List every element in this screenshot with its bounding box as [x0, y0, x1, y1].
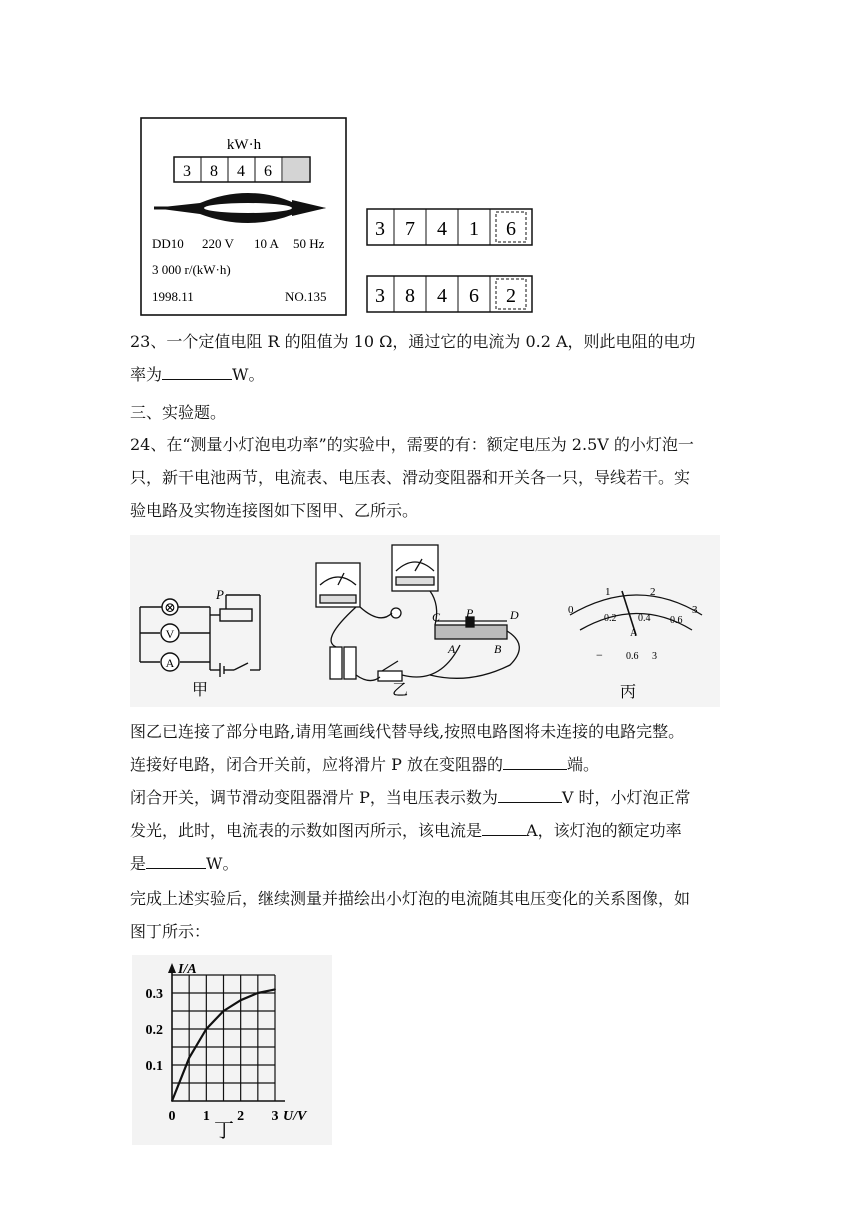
reading-first: [366, 207, 534, 247]
meter-current: 10 A: [254, 236, 279, 251]
section-heading: 三、实验题。: [130, 403, 227, 422]
q24-p7: 图丁所示：: [130, 922, 211, 941]
q24-voltage-blank[interactable]: [498, 784, 562, 803]
gauge-outer-3: 3: [692, 604, 698, 616]
q24-p3-prefix: 闭合开关，调节滑动变阻器滑片 P，当电压表示数为: [130, 788, 498, 807]
label-p-physical: P: [466, 606, 474, 620]
gauge-outer-2: 2: [650, 586, 656, 598]
iv-data-point: [257, 992, 259, 994]
gauge-inner-1: 0.2: [604, 613, 617, 624]
chart-title: 丁: [214, 1120, 234, 1142]
meter-serial: NO.135: [285, 289, 327, 304]
meter-unit: kW·h: [226, 137, 262, 153]
q24-p4-prefix: 发光，此时，电流表的示数如图丙所示，该电流是: [130, 821, 483, 840]
reading-digit: 3: [375, 285, 385, 307]
q24-line1: 24、在“测量小灯泡电功率”的实验中，需要的有：额定电压为 2.5V 的小灯泡一: [130, 435, 694, 454]
meter-svg: [140, 117, 348, 317]
label-c: C: [432, 610, 441, 624]
meter-figure: [140, 117, 348, 317]
q24-p3: [130, 781, 691, 814]
q24-p5-prefix: 是: [130, 854, 147, 873]
figure-label-yi: 乙: [392, 682, 409, 699]
q24-p2-suffix: 端。: [566, 755, 599, 774]
gauge-terminal-neg: −: [596, 648, 603, 662]
x-tick-label: 1: [202, 1109, 210, 1124]
reading-digit: 6: [506, 218, 516, 240]
meter-frequency: 50 Hz: [293, 236, 325, 251]
iv-data-point: [171, 1100, 173, 1102]
q24-line3: 验电路及实物连接图如下图甲、乙所示。: [130, 501, 419, 520]
voltmeter-symbol: V: [165, 627, 175, 641]
reading-second: [366, 274, 534, 314]
meter-digit: 3: [183, 163, 191, 180]
q24-p1: 图乙已连接了部分电路,请用笔画线代替导线,按照电路图将未连接的电路完整。: [130, 722, 685, 741]
q23-prefix: 率为: [130, 365, 163, 384]
meter-rev-constant: 3 000 r/(kW·h): [152, 262, 231, 277]
x-axis-label: U/V: [283, 1109, 307, 1124]
y-tick-label: 0.1: [145, 1059, 163, 1074]
meter-model: DD10: [152, 236, 184, 251]
q24-line2: 只，新干电池两节，电流表、电压表、滑动变阻器和开关各一只，导线若干。实: [130, 468, 691, 487]
circuit-figures: [130, 535, 720, 707]
reading-digit: 8: [405, 285, 415, 307]
meter-digit: 6: [264, 163, 272, 180]
gauge-outer-0: 0: [568, 604, 574, 616]
gauge-terminal-3: 3: [652, 651, 657, 662]
iv-data-point: [274, 989, 276, 991]
q24-current-blank[interactable]: [482, 817, 526, 836]
q24-p4-suffix: A，该灯泡的额定功率: [526, 821, 682, 840]
iv-data-point: [223, 1010, 225, 1012]
y-tick-label: 0.2: [145, 1023, 163, 1038]
reading-digit: 7: [405, 218, 415, 240]
reading-digit: 1: [469, 218, 479, 240]
q23-line2: [130, 358, 264, 391]
meter-rotor-icon: [154, 193, 326, 223]
q24-p3-suffix: V 时，小灯泡正常: [561, 788, 691, 807]
figure-label-jia: 甲: [192, 682, 209, 699]
gauge-unit: A: [630, 628, 638, 639]
label-a: A: [448, 642, 456, 656]
q24-p2: [130, 748, 599, 781]
q24-p4: [130, 814, 682, 847]
meter-date: 1998.11: [152, 289, 194, 304]
meter-digit: 4: [237, 163, 245, 180]
iv-data-point: [188, 1057, 190, 1059]
q23-suffix: W。: [232, 365, 265, 384]
q23-answer-blank[interactable]: [162, 361, 232, 380]
iv-chart-svg: [132, 955, 332, 1145]
lamp-symbol: ⊗: [164, 601, 176, 616]
y-axis-label: I/A: [178, 962, 197, 977]
x-tick-label: 0: [168, 1109, 176, 1124]
meter-digit: 8: [210, 163, 218, 180]
reading-digit: 3: [375, 218, 385, 240]
q24-p6: 完成上述实验后，继续测量并描绘出小灯泡的电流随其电压变化的关系图像，如: [130, 889, 691, 908]
q24-end-blank[interactable]: [503, 751, 567, 770]
q24-p5: [130, 847, 238, 880]
iv-data-point: [205, 1028, 207, 1030]
reading-digit: 6: [469, 285, 479, 307]
q24-p5-suffix: W。: [206, 854, 239, 873]
label-p: P: [216, 587, 224, 602]
figure-label-bing: 丙: [620, 684, 637, 701]
label-d: D: [510, 608, 519, 622]
gauge-inner-3: 0.6: [670, 615, 683, 626]
label-b: B: [494, 642, 502, 656]
meter-voltage: 220 V: [202, 236, 234, 251]
reading-digit: 4: [437, 218, 447, 240]
q23-line1: 23、一个定值电阻 R 的阻值为 10 Ω，通过它的电流为 0.2 A，则此电阻的电功: [130, 332, 696, 351]
iv-data-point: [240, 999, 242, 1001]
reading-digit: 4: [437, 285, 447, 307]
gauge-inner-2: 0.4: [638, 613, 651, 624]
q24-power-blank[interactable]: [146, 850, 206, 869]
gauge-terminal-06: 0.6: [626, 651, 639, 662]
y-tick-label: 0.3: [145, 987, 163, 1002]
x-tick-label: 3: [271, 1109, 279, 1124]
reading-digit: 2: [506, 285, 516, 307]
meter-display: [174, 157, 310, 182]
iv-chart: [132, 955, 332, 1145]
gauge-outer-1: 1: [605, 586, 611, 598]
ammeter-symbol: A: [165, 656, 175, 670]
x-tick-label: 2: [237, 1109, 245, 1124]
q24-p2-prefix: 连接好电路，闭合开关前，应将滑片 P 放在变阻器的: [130, 755, 503, 774]
